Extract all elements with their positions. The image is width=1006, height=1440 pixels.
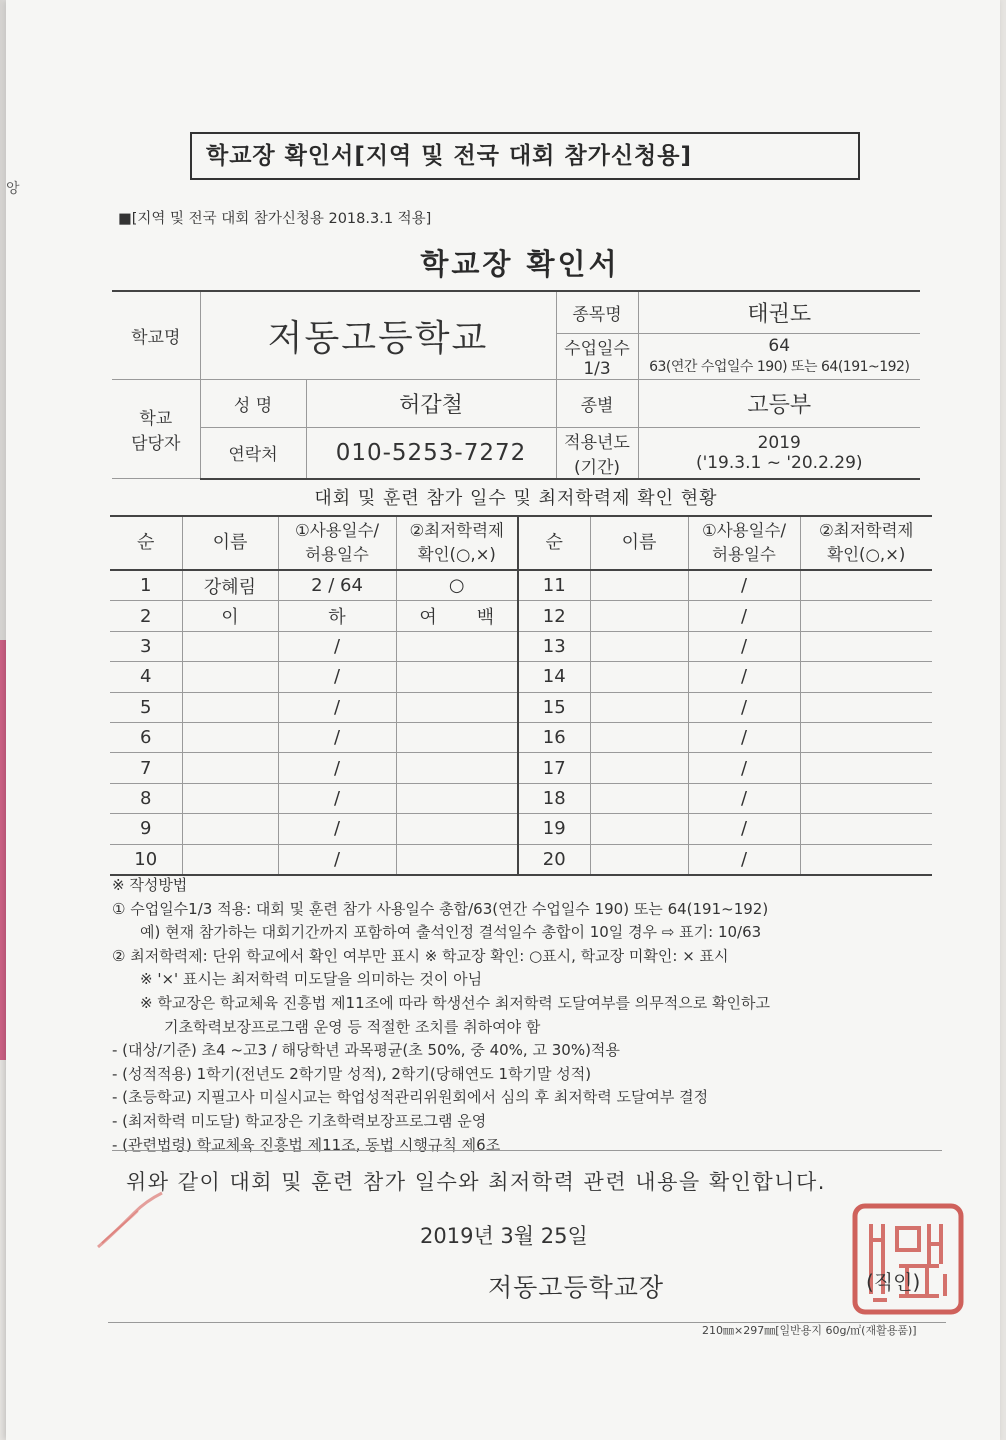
row-days: / bbox=[688, 692, 800, 722]
note-item: ※ '×' 표시는 최저학력 미도달을 의미하는 것이 아님 bbox=[140, 970, 483, 989]
row-check bbox=[396, 753, 518, 783]
manager-label bbox=[112, 379, 200, 479]
row-days: / bbox=[278, 692, 396, 722]
header-no-left: 순 bbox=[110, 516, 182, 570]
row-days: / bbox=[278, 722, 396, 752]
row-check: 여 백 bbox=[396, 601, 518, 631]
days-label bbox=[556, 333, 638, 379]
row-no: 2 bbox=[110, 601, 182, 631]
row-days: / bbox=[278, 753, 396, 783]
row-name bbox=[182, 722, 278, 752]
note-item: - (관련법령) 학교체육 진흥법 제11조, 동법 시행규칙 제6조 bbox=[112, 1135, 501, 1154]
participation-rows bbox=[110, 570, 932, 875]
row-no: 12 bbox=[518, 601, 590, 631]
row-no: 17 bbox=[518, 753, 590, 783]
row-no: 4 bbox=[110, 662, 182, 692]
row-days: / bbox=[278, 814, 396, 844]
row-check bbox=[396, 692, 518, 722]
row-check bbox=[396, 662, 518, 692]
row-check bbox=[800, 662, 932, 692]
row-name: 강혜림 bbox=[182, 570, 278, 601]
contact-label: 연락처 bbox=[200, 427, 306, 479]
row-days: / bbox=[278, 662, 396, 692]
row-name bbox=[182, 692, 278, 722]
period-value: ('19.3.1 ~ '20.2.29) bbox=[695, 452, 863, 473]
school-label: 학교명 bbox=[112, 291, 200, 379]
header-check-line1: ②최저학력제 bbox=[409, 521, 504, 540]
row-check bbox=[396, 814, 518, 844]
table-row bbox=[110, 753, 932, 783]
row-check bbox=[800, 692, 932, 722]
header-days-line1: ①사용일수/ bbox=[701, 521, 787, 540]
year-value: 2019 bbox=[757, 432, 801, 453]
days-label-line2: 1/3 bbox=[583, 358, 611, 379]
header-check-line1: ②최저학력제 bbox=[819, 521, 914, 540]
table-row bbox=[110, 844, 932, 875]
row-name bbox=[590, 662, 688, 692]
row-check bbox=[800, 570, 932, 601]
header-days-left bbox=[278, 516, 396, 570]
note-item: - (초등학교) 지필고사 미실시교는 학업성적관리위원회에서 심의 후 최저학력 도달여부 결정 bbox=[112, 1088, 709, 1107]
row-name bbox=[182, 814, 278, 844]
note-item: ※ 학교장은 학교체육 진흥법 제11조에 따라 학생선수 최저학력 도달여부를 의무적으로 확인하고 bbox=[140, 993, 770, 1012]
row-check bbox=[800, 783, 932, 813]
row-days: / bbox=[688, 662, 800, 692]
row-days: / bbox=[688, 601, 800, 631]
header-days-right bbox=[688, 516, 800, 570]
header-check-line2: 확인(○,×) bbox=[417, 545, 496, 564]
header-name-left: 이름 bbox=[182, 516, 278, 570]
row-no: 19 bbox=[518, 814, 590, 844]
note-item: - (최저학력 미도달) 학교장은 기초학력보장프로그램 운영 bbox=[112, 1111, 487, 1130]
confirmation-date: 2019년 3월 25일 bbox=[420, 1224, 588, 1248]
participation-header-row bbox=[110, 516, 932, 570]
note-item: 기초학력보장프로그램 운영 등 적절한 조치를 취하여야 함 bbox=[164, 1017, 541, 1036]
days-cell bbox=[638, 333, 920, 379]
row-name bbox=[590, 570, 688, 601]
days-label-line1: 수업일수 bbox=[564, 338, 630, 359]
header-check-right bbox=[800, 516, 932, 570]
paper-spec: 210㎜×297㎜[일반용지 60g/㎡(재활용품)] bbox=[702, 1324, 917, 1337]
table-row bbox=[110, 783, 932, 813]
row-check bbox=[800, 601, 932, 631]
row-name bbox=[590, 631, 688, 661]
row-no: 14 bbox=[518, 662, 590, 692]
row-days: / bbox=[688, 631, 800, 661]
row-no: 18 bbox=[518, 783, 590, 813]
row-name bbox=[590, 753, 688, 783]
year-cell bbox=[638, 427, 920, 479]
row-days: / bbox=[688, 722, 800, 752]
row-name bbox=[182, 783, 278, 813]
form-note: ■[지역 및 전국 대회 참가신청용 2018.3.1 적용] bbox=[118, 211, 432, 227]
row-name bbox=[590, 844, 688, 875]
participation-table bbox=[110, 515, 932, 876]
row-days: / bbox=[278, 844, 396, 875]
school-name: 저동고등학교 bbox=[200, 291, 556, 379]
row-days: 하 bbox=[278, 601, 396, 631]
row-no: 5 bbox=[110, 692, 182, 722]
header-name-right: 이름 bbox=[590, 516, 688, 570]
row-check bbox=[800, 631, 932, 661]
note-item: - (대상/기준) 초4 ~고3 / 해당학년 과목평균(초 50%, 중 40%, 고 30%)적용 bbox=[112, 1041, 620, 1060]
row-no: 20 bbox=[518, 844, 590, 875]
red-smudge-icon bbox=[92, 1185, 170, 1255]
days-value: 64 bbox=[768, 336, 791, 356]
row-no: 8 bbox=[110, 783, 182, 813]
row-days: / bbox=[278, 631, 396, 661]
row-no: 6 bbox=[110, 722, 182, 752]
division-label: 종별 bbox=[556, 379, 638, 427]
division-value: 고등부 bbox=[638, 379, 920, 427]
table-row bbox=[110, 662, 932, 692]
row-no: 1 bbox=[110, 570, 182, 601]
row-days: / bbox=[688, 783, 800, 813]
header-no-right: 순 bbox=[518, 516, 590, 570]
row-name bbox=[590, 601, 688, 631]
row-no: 3 bbox=[110, 631, 182, 661]
row-name bbox=[590, 722, 688, 752]
manager-label-line1: 학교 bbox=[139, 408, 173, 429]
note-item: 예) 현재 참가하는 대회기간까지 포함하여 출석인정 결석일수 총합이 10일 경우 ⇨ 표기: 10/63 bbox=[140, 923, 762, 942]
row-check bbox=[800, 814, 932, 844]
contact-value: 010-5253-7272 bbox=[306, 427, 556, 479]
row-check bbox=[800, 753, 932, 783]
table-row bbox=[110, 601, 932, 631]
row-name bbox=[182, 753, 278, 783]
row-name bbox=[182, 631, 278, 661]
note-item: ② 최저학력제: 단위 학교에서 확인 여부만 표시 ※ 학교장 확인: ○표시, 학교장 미확인: × 표시 bbox=[112, 946, 729, 965]
name-label: 성 명 bbox=[200, 379, 306, 427]
row-days: / bbox=[688, 814, 800, 844]
year-label-line2: (기간) bbox=[573, 457, 621, 478]
row-name bbox=[590, 783, 688, 813]
row-days: / bbox=[688, 753, 800, 783]
sport-value: 태권도 bbox=[638, 291, 920, 333]
note-item: - (성적적용) 1학기(전년도 2학기말 성적), 2학기(당해연도 1학기말 성적) bbox=[112, 1064, 592, 1083]
row-days: / bbox=[278, 783, 396, 813]
participation-title: 대회 및 훈련 참가 일수 및 최저학력제 확인 현황 bbox=[314, 488, 718, 509]
writing-instructions bbox=[112, 874, 942, 1157]
row-check bbox=[800, 844, 932, 875]
manager-name: 허갑철 bbox=[306, 379, 556, 427]
row-no: 11 bbox=[518, 570, 590, 601]
header-check-line2: 확인(○,×) bbox=[827, 545, 906, 564]
seal-word: (직인) bbox=[866, 1270, 921, 1294]
school-info-table bbox=[112, 290, 920, 480]
note-item: ① 수업일수1/3 적용: 대회 및 훈련 참가 사용일수 총합/63(연간 수업일수 190) 또는 64(191~192) bbox=[112, 899, 769, 918]
header-check-left bbox=[396, 516, 518, 570]
row-name bbox=[590, 814, 688, 844]
row-days: / bbox=[688, 570, 800, 601]
row-no: 13 bbox=[518, 631, 590, 661]
row-check bbox=[396, 783, 518, 813]
header-days-line1: ①사용일수/ bbox=[294, 521, 380, 540]
header-days-line2: 허용일수 bbox=[305, 545, 369, 564]
row-check bbox=[800, 722, 932, 752]
row-check bbox=[396, 844, 518, 875]
year-label-line1: 적용년도 bbox=[564, 432, 630, 453]
principal-signature: 저동고등학교장 bbox=[488, 1273, 665, 1302]
header-days-line2: 허용일수 bbox=[712, 545, 776, 564]
year-label bbox=[556, 427, 638, 479]
note-heading: ※ 작성방법 bbox=[112, 876, 188, 894]
confirmation-statement: 위와 같이 대회 및 훈련 참가 일수와 최저학력 관련 내용을 확인합니다. bbox=[126, 1170, 826, 1194]
row-check bbox=[396, 722, 518, 752]
table-row bbox=[110, 814, 932, 844]
row-name bbox=[182, 662, 278, 692]
official-seal-icon bbox=[849, 1200, 967, 1318]
row-name bbox=[182, 844, 278, 875]
manager-label-line2: 담당자 bbox=[131, 433, 181, 454]
table-row bbox=[110, 631, 932, 661]
page-edge-mark: 앙 bbox=[6, 181, 20, 197]
row-days: / bbox=[688, 844, 800, 875]
row-days: 2 / 64 bbox=[278, 570, 396, 601]
divider bbox=[112, 1150, 942, 1151]
row-name: 이 bbox=[182, 601, 278, 631]
row-no: 7 bbox=[110, 753, 182, 783]
table-row bbox=[110, 570, 932, 601]
sport-label: 종목명 bbox=[556, 291, 638, 333]
row-no: 16 bbox=[518, 722, 590, 752]
days-note: 63(연간 수업일수 190) 또는 64(191~192) bbox=[649, 359, 910, 375]
row-no: 15 bbox=[518, 692, 590, 722]
row-name bbox=[590, 692, 688, 722]
table-row bbox=[110, 692, 932, 722]
row-no: 10 bbox=[110, 844, 182, 875]
row-no: 9 bbox=[110, 814, 182, 844]
row-check bbox=[396, 631, 518, 661]
form-title-box: 학교장 확인서[지역 및 전국 대회 참가신청용] bbox=[190, 132, 860, 180]
row-check: ○ bbox=[396, 570, 518, 601]
table-row bbox=[110, 722, 932, 752]
main-title: 학교장 확인서 bbox=[420, 247, 620, 281]
